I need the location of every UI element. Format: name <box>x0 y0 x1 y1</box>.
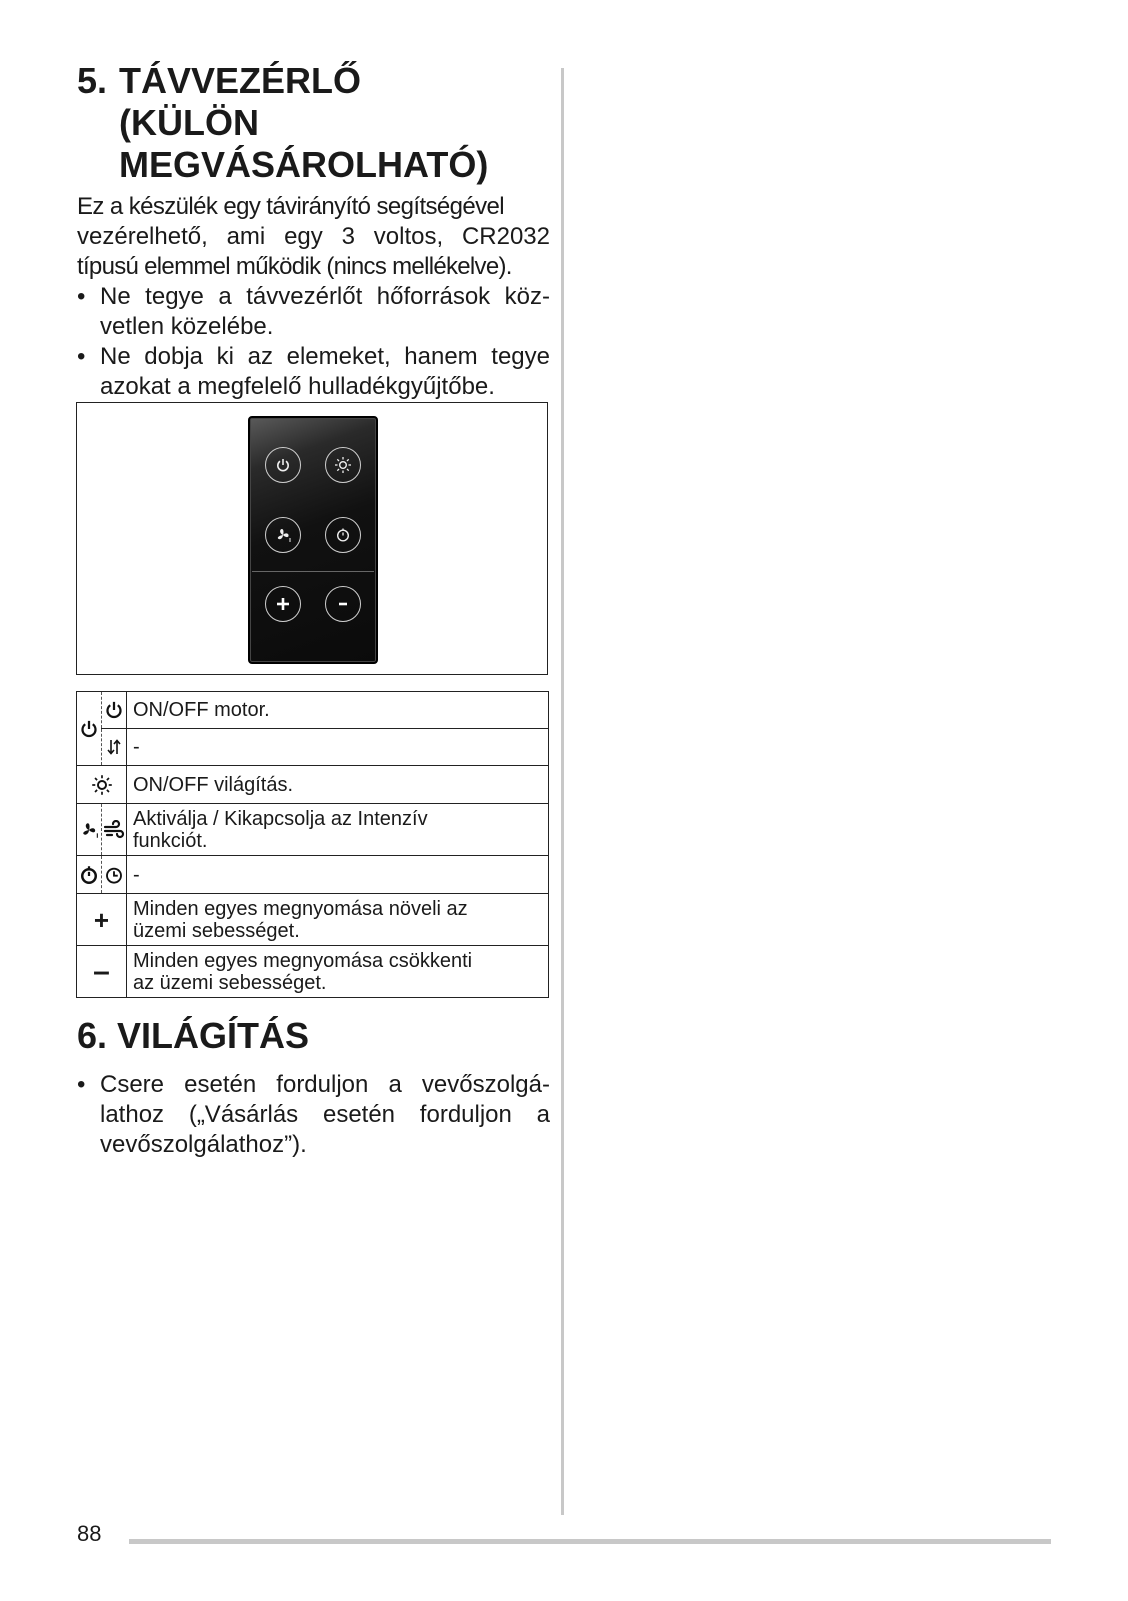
section-5-bullets <box>77 282 550 402</box>
bullet-line: • Csere esetén forduljon a vevőszolgá- <box>100 1071 550 1098</box>
bullet-line: • Ne dobja ki az elemeket, hanem tegye <box>100 343 550 370</box>
power-icon <box>265 447 301 483</box>
intro-line: vezérelhető, ami egy 3 voltos, CR2032 <box>77 223 550 250</box>
power-icon <box>102 692 127 729</box>
timer-icon <box>77 856 102 894</box>
remote-figure <box>76 402 548 675</box>
section-6-bullets <box>77 1070 550 1160</box>
table-cell-line: Aktiválja / Kikapcsolja az Intenzív <box>133 807 428 830</box>
plus-glyph: + <box>93 904 110 935</box>
table-cell-line: Minden egyes megnyomása növeli az <box>133 897 468 920</box>
table-cell-line: funkciót. <box>133 829 208 852</box>
fan-icon <box>265 517 301 553</box>
bullet-line: lathoz („Vásárlás esetén forduljon a <box>100 1101 550 1128</box>
table-row <box>77 946 549 998</box>
table-row <box>77 766 549 804</box>
function-table <box>76 691 549 998</box>
table-cell-text: ON/OFF világítás. <box>127 766 549 804</box>
airflow-icon <box>102 804 127 856</box>
heading-line-1: TÁVVEZÉRLŐ <box>119 60 362 101</box>
intro-line: Ez a készülék egy távirányító segítségével <box>77 193 505 220</box>
table-cell-text <box>127 946 549 998</box>
bullet-line: • Ne tegye a távvezérlőt hőforrások köz- <box>100 283 550 310</box>
table-row <box>77 729 549 766</box>
table-cell-text <box>127 894 549 946</box>
remote-separator <box>252 571 374 572</box>
plus-icon <box>77 894 127 946</box>
bullet-item <box>77 282 550 342</box>
bullet-item <box>77 1070 550 1160</box>
table-cell-text: ON/OFF motor. <box>127 692 549 729</box>
heading-line-2: (KÜLÖN <box>119 102 259 143</box>
power-icon <box>77 692 102 766</box>
light-icon <box>77 766 127 804</box>
table-cell-text: - <box>127 856 549 894</box>
footer-rule <box>129 1539 1051 1544</box>
section-5-heading <box>77 60 550 186</box>
column-divider <box>561 68 564 1515</box>
intro-line: típusú elemmel működik (nincs mellékelve). <box>77 253 512 280</box>
bullet-line: vevőszolgálathoz”). <box>100 1131 307 1158</box>
page-number: 88 <box>77 1521 102 1546</box>
table-row <box>77 804 549 856</box>
section-number: 5. <box>77 60 108 101</box>
bullet-line: vetlen közelébe. <box>100 313 274 340</box>
bullet-line: azokat a megfelelő hulladékgyűjtőbe. <box>100 373 495 400</box>
section-6-heading: 6. VILÁGÍTÁS <box>77 1015 310 1056</box>
table-row <box>77 856 549 894</box>
table-cell-line: üzemi sebességet. <box>133 919 300 942</box>
table-row <box>77 692 549 729</box>
table-cell-text <box>127 804 549 856</box>
light-icon <box>325 447 361 483</box>
minus-glyph: – <box>93 954 110 988</box>
fan-intensive-icon <box>77 804 102 856</box>
table-cell-line: az üzemi sebességet. <box>133 971 327 994</box>
intro-paragraph <box>77 192 550 282</box>
table-cell-line: Minden egyes megnyomása csökkenti <box>133 949 473 972</box>
timer-icon <box>325 517 361 553</box>
plus-icon <box>265 586 301 622</box>
table-cell-text: - <box>127 729 549 766</box>
heading-line-3: MEGVÁSÁROLHATÓ) <box>119 144 489 185</box>
bullet-item <box>77 342 550 402</box>
arrows-updown-icon <box>102 729 127 766</box>
table-row <box>77 894 549 946</box>
minus-icon <box>325 586 361 622</box>
minus-icon <box>77 946 127 998</box>
remote-control <box>248 416 378 664</box>
clock-icon <box>102 856 127 894</box>
